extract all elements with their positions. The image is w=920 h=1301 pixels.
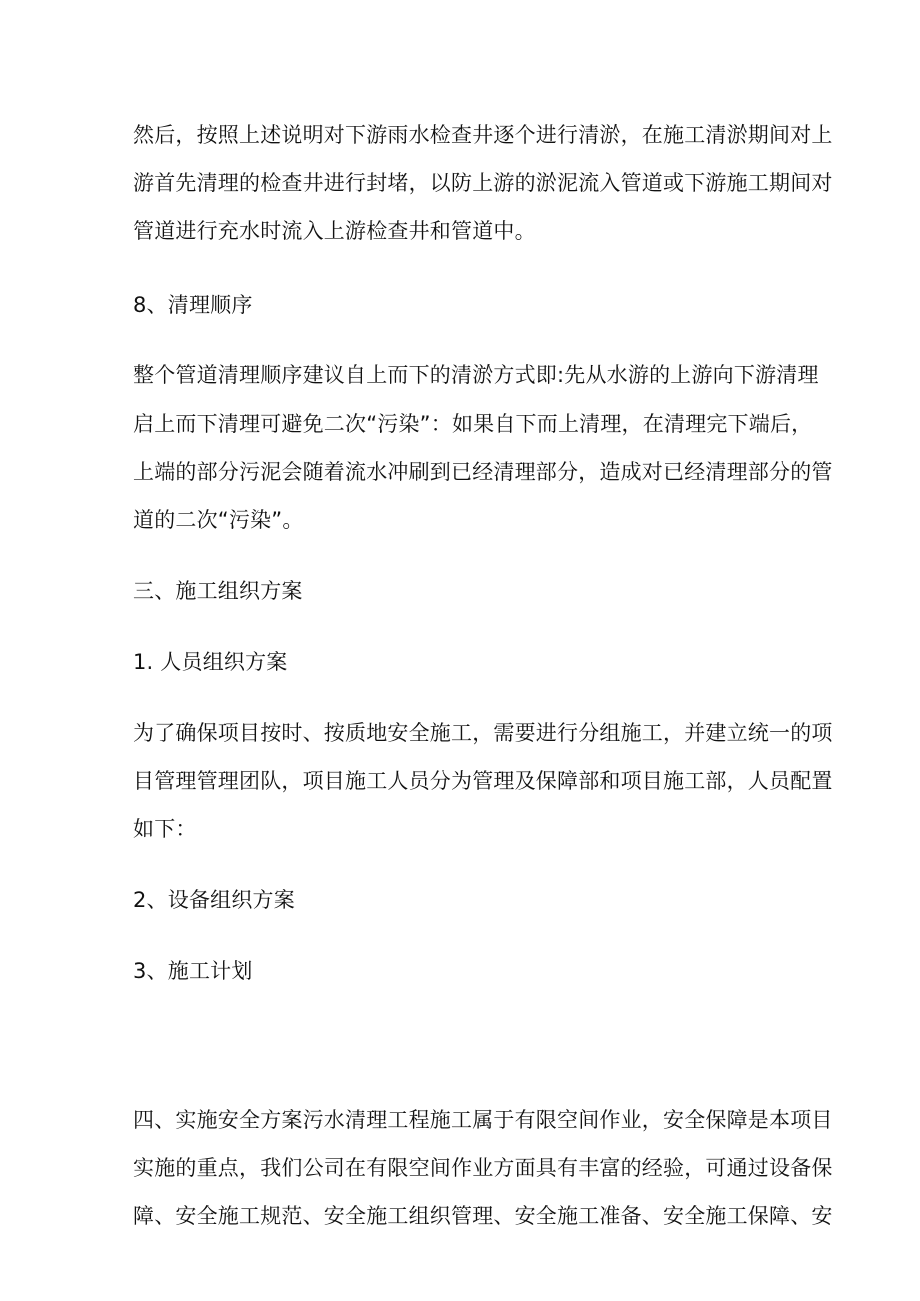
paragraph-2-line-4: 道的二次“污染”。 [133, 508, 304, 532]
heading-construction-organization: 三、施工组织方案 [133, 579, 303, 603]
paragraph-1-line-1: 然后，按照上述说明对下游雨水检查井逐个进行清淤，在施工清淤期间对上 [133, 123, 833, 147]
paragraph-4-line-1: 四、实施安全方案污水清理工程施工属于有限空间作业，安全保障是本项目 [133, 1108, 833, 1132]
paragraph-3-line-1: 为了确保项目按时、按质地安全施工，需要进行分组施工，并建立统一的项 [133, 721, 833, 745]
heading-cleaning-order: 8、清理顺序 [133, 293, 253, 317]
paragraph-2-line-1: 整个管道清理顺序建议自上而下的清淤方式即:先从水游的上游向下游清理 [133, 363, 819, 387]
paragraph-2-line-3: 上端的部分污泥会随着流水冲刷到已经清理部分，造成对已经清理部分的管 [133, 460, 833, 484]
paragraph-1-line-2: 游首先清理的检查井进行封堵，以防上游的淤泥流入管道或下游施工期间对 [133, 171, 833, 195]
heading-equipment-plan: 2、设备组织方案 [133, 888, 295, 912]
paragraph-4-line-2: 实施的重点，我们公司在有限空间作业方面具有丰富的经验，可通过设备保 [133, 1156, 833, 1180]
paragraph-1-line-3: 管道进行充水时流入上游检查井和管道中。 [133, 219, 536, 243]
paragraph-2-line-2: 启上而下清理可避免二次“污染”：如果自下而上清理，在清理完下端后， [133, 412, 813, 436]
paragraph-3-line-2: 目管理管理团队，项目施工人员分为管理及保障部和项目施工部，人员配置 [133, 769, 833, 793]
paragraph-4-line-3: 障、安全施工规范、安全施工组织管理、安全施工准备、安全施工保障、安 [133, 1204, 833, 1228]
heading-construction-schedule: 3、施工计划 [133, 959, 253, 983]
heading-personnel-plan: 1. 人员组织方案 [133, 650, 288, 674]
paragraph-3-line-3: 如下： [133, 817, 197, 841]
